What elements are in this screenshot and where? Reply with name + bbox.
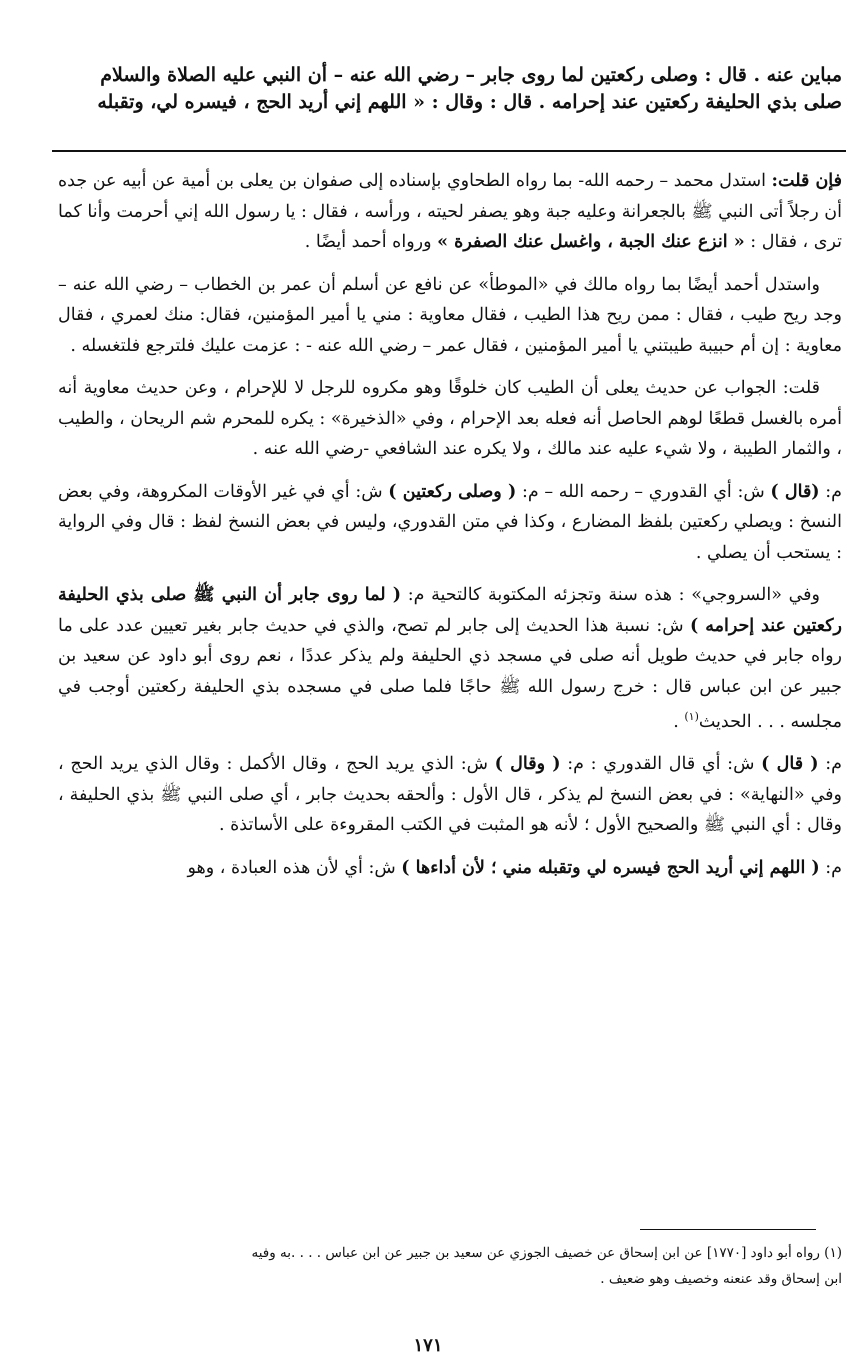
objection-lead: فإن قلت:	[771, 171, 842, 191]
commentary-paragraph-7: م: ( اللهم إني أريد الحج فيسره لي وتقبله مني ؛ لأن أداءها ) ش: أي لأن هذه العبادة ، وهو	[187, 857, 842, 878]
hadith-quote: « انزع عنك الجبة ، واغسل عنك الصفرة »	[437, 232, 745, 252]
commentary-paragraph-5: وفي «السروجي» : هذه سنة وتجزئه المكتوبة كالتحية م: ( لما روى جابر أن النبي ﷺ صلى بذي الحليفة ركعتين عند إحرامه ) ش: نسبة هذا الحديث إلى جابر لم تصح، والذي في حديث جابر بغير تعيين عدد على ما رواه جابر في حديث طويل أنه صلى في مسجد ذي الحليفة ولم يذكر عددًا ، نعم روى أبو داود عن سعيد بن جبير عن ابن عباس قال : خرج رسول الله ﷺ حاجًا فلما صلى في مسجده بذي الحليفة ركعتين أوجب في مجلسه . . . الحديث$^{(١)}$ .	[58, 585, 842, 732]
matn-quote: ( قال )	[761, 754, 819, 775]
main-text-divider	[52, 150, 846, 152]
commentary-paragraph-6: م: ( قال ) ش: أي قال القدوري : م: ( وقال ) ش: الذي يريد الحج ، وقال الأكمل : وقال الذي يريد الحج ، وفي «النهاية» : في بعض النسخ لم يذكر ، قال الأول : وألحقه بحديث جابر ، أي صلى النبي ﷺ بذي الحليفة ، وقال : أي النبي ﷺ والصحيح الأول ؛ لأنه هو المثبت في الكتب المقروءة على الأساتذة .	[58, 754, 843, 836]
footnote-reference[interactable]: (١)	[684, 710, 699, 723]
commentary-paragraph-1: فإن قلت: استدل محمد – رحمه الله- بما رواه الطحاوي بإسناده إلى صفوان بن يعلى بن أمية عن أبيه عن جده أن رجلاً أتى النبي ﷺ بالجعرانة وعليه جبة وهو يصفر لحيته ، ورأسه ، فقال : يا رسول الله إني أحرمت وأنا كما ترى ، فقال : « انزع عنك الجبة ، واغسل عنك الصفرة » ورواه أحمد أيضًا .	[58, 171, 842, 252]
commentary-paragraph-4: م: (قال ) ش: أي القدوري – رحمه الله – م: ( وصلى ركعتين ) ش: أي في غير الأوقات المكروهة، وفي بعض النسخ : ويصلي ركعتين بلفظ المضارع ، وكذا في متن القدوري، وليس في بعض النسخ لفظ : قال وفي الرواية : يستحب أن يصلي .	[58, 481, 843, 563]
matn-quote: ( لما روى جابر أن النبي ﷺ صلى بذي الحليفة ركعتين عند إحرامه )	[58, 585, 842, 636]
commentary	[58, 166, 842, 895]
matn-quote: ( اللهم إني أريد الحج فيسره لي وتقبله مني ؛ لأن أداءها )	[401, 857, 820, 878]
footnote	[58, 1240, 842, 1292]
matn-quote: ( وقال )	[494, 754, 561, 775]
footnote-line-1: (١) رواه أبو داود [١٧٧٠] عن ابن إسحاق عن خصيف الجوزي عن سعيد بن جبير عن ابن عباس . . . .به وفيه	[251, 1245, 842, 1261]
main-text-line-2: صلى بذي الحليفة ركعتين عند إحرامه . قال : وقال : « اللهم إني أريد الحج ، فيسره لي، وتقبله	[97, 91, 842, 113]
footnote-divider	[640, 1229, 816, 1230]
matn-quote: ( وصلى ركعتين )	[388, 481, 517, 502]
commentary-paragraph-3: قلت: الجواب عن حديث يعلى أن الطيب كان خلوقًا وهو مكروه للرجل لا للإحرام ، وعن حديث معاوية أنه أمره بالغسل قطعًا لوهم الحاصل أنه فعله بعد الإحرام ، وفي «الذخيرة» : يكره للمحرم شم الريحان ، والطيب ، والثمار الطيبة ، ولا شيء عليه عند مالك ، ولا يكره عند الشافعي -رضي الله عنه .	[58, 378, 842, 459]
commentary-paragraph-2: واستدل أحمد أيضًا بما رواه مالك في «الموطأ» عن نافع عن أسلم أن عمر بن الخطاب – رضي الله عنه – وجد ريح طيب ، فقال : ممن ريح هذا الطيب ، فقال معاوية : مني يا أمير المؤمنين، فقال: منك لعمري ، فقال معاوية : إن أم حبيبة طيبتني يا أمير المؤمنين ، فقال عمر – رضي الله عنه - : عزمت عليك فلترجع فلتغسله .	[58, 274, 842, 356]
matn-quote: (قال )	[770, 481, 820, 502]
main-text	[58, 62, 842, 116]
main-text-line-1: مباين عنه . قال : وصلى ركعتين لما روى جابر – رضي الله عنه – أن النبي عليه الصلاة والسلام	[100, 64, 842, 86]
footnote-line-2: ابن إسحاق وقد عنعنه وخصيف وهو ضعيف .	[600, 1271, 842, 1287]
page-number: ١٧١	[413, 1335, 443, 1356]
